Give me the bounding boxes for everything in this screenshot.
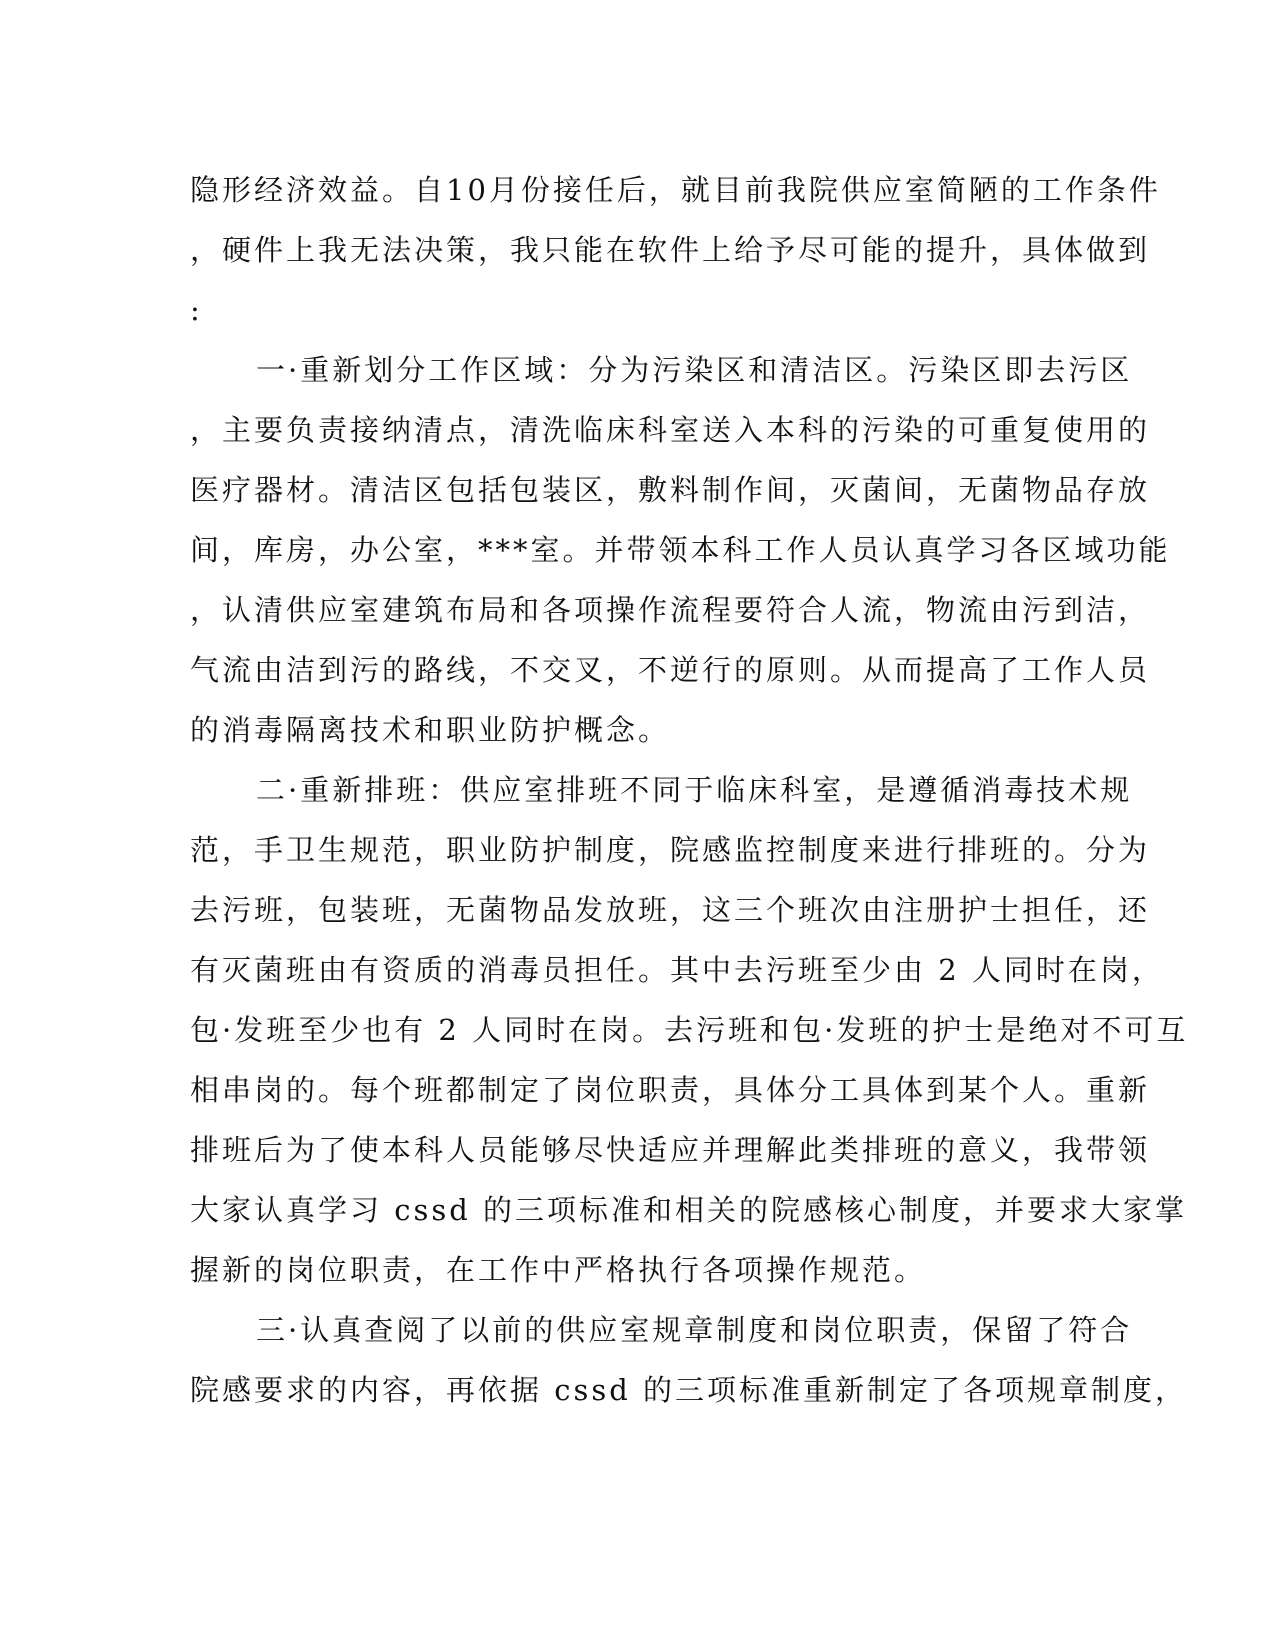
text-line: 隐形经济效益。自10月份接任后，就目前我院供应室简陋的工作条件 — [190, 173, 1161, 207]
text-line: 相串岗的。每个班都制定了岗位职责，具体分工具体到某个人。重新 — [190, 1073, 1151, 1107]
text-line: 大家认真学习 cssd 的三项标准和相关的院感核心制度，并要求大家掌 — [190, 1193, 1188, 1227]
text-line: 医疗器材。清洁区包括包装区，敷料制作间，灭菌间，无菌物品存放 — [190, 473, 1151, 507]
text-line: ，认清供应室建筑布局和各项操作流程要符合人流，物流由污到洁， — [190, 593, 1151, 627]
text-line: 握新的岗位职责，在工作中严格执行各项操作规范。 — [190, 1253, 927, 1287]
text-line: 院感要求的内容，再依据 cssd 的三项标准重新制定了各项规章制度， — [190, 1373, 1188, 1407]
text-line: 去污班，包装班，无菌物品发放班，这三个班次由注册护士担任，还 — [190, 893, 1151, 927]
section-one-heading-line: 一·重新划分工作区域：分为污染区和清洁区。污染区即去污区 — [256, 353, 1133, 387]
text-line: 有灭菌班由有资质的消毒员担任。其中去污班至少由 2 人同时在岗， — [190, 953, 1164, 987]
text-line: 间，库房，办公室，***室。并带领本科工作人员认真学习各区域功能 — [190, 533, 1171, 567]
text-line: 的消毒隔离技术和职业防护概念。 — [190, 713, 671, 747]
text-line: 包·发班至少也有 2 人同时在岗。去污班和包·发班的护士是绝对不可互 — [190, 1013, 1189, 1047]
text-line: 排班后为了使本科人员能够尽快适应并理解此类排班的意义，我带领 — [190, 1133, 1151, 1167]
body-text — [190, 160, 1189, 1420]
text-line: 气流由洁到污的路线，不交叉，不逆行的原则。从而提高了工作人员 — [190, 653, 1151, 687]
text-line: 范，手卫生规范，职业防护制度，院感监控制度来进行排班的。分为 — [190, 833, 1151, 867]
text-line: ，硬件上我无法决策，我只能在软件上给予尽可能的提升，具体做到 — [190, 233, 1151, 267]
section-three-heading-line: 三·认真查阅了以前的供应室规章制度和岗位职责，保留了符合 — [256, 1313, 1133, 1347]
text-line: ，主要负责接纳清点，清洗临床科室送入本科的污染的可重复使用的 — [190, 413, 1151, 447]
section-two-heading-line: 二·重新排班：供应室排班不同于临床科室，是遵循消毒技术规 — [256, 773, 1133, 807]
text-line: : — [190, 293, 203, 327]
